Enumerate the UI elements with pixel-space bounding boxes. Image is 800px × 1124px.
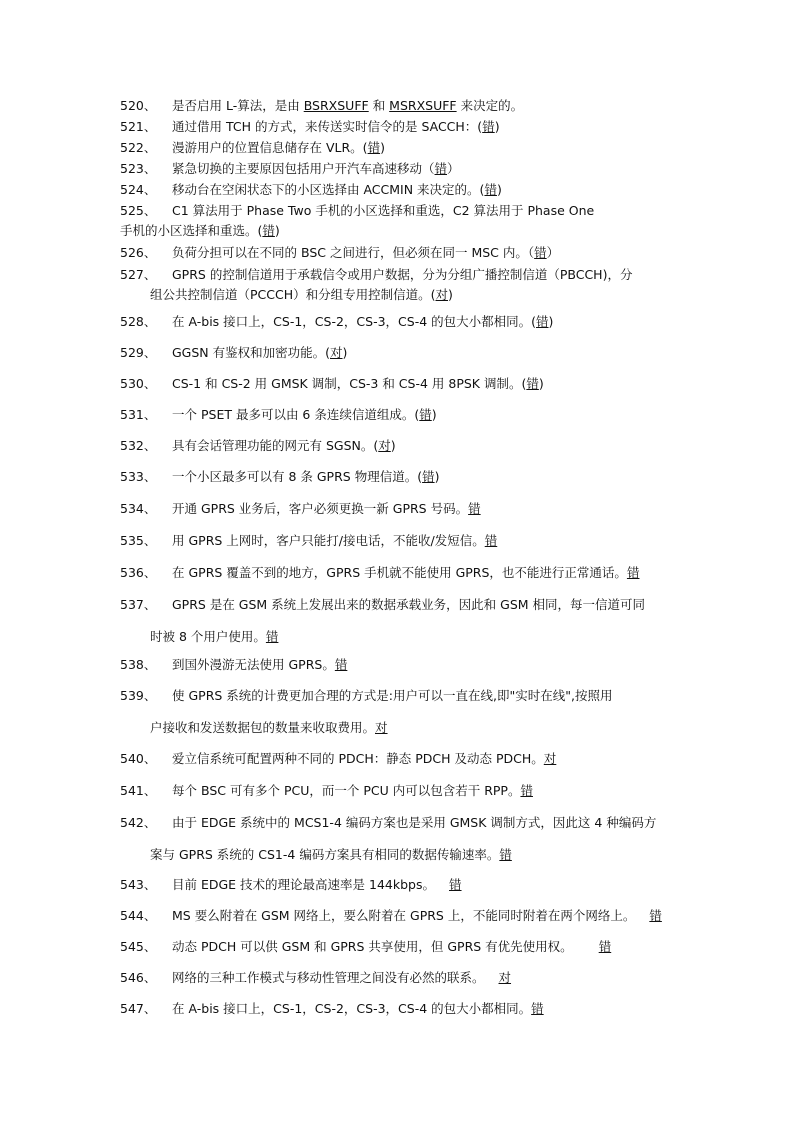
question-text: 一个 PSET 最多可以由 6 条连续信道组成。(错) (172, 407, 437, 422)
question-number: 528、 (120, 314, 157, 329)
answer-mark: 对 (435, 287, 449, 302)
question-text: 在 A-bis 接口上，CS-1，CS-2，CS-3，CS-4 的包大小都相同。(错) (172, 314, 554, 329)
question-text: CS-1 和 CS-2 用 GMSK 调制，CS-3 和 CS-4 用 8PSK 调制。(错) (172, 376, 544, 391)
answer-mark: 错 (434, 161, 448, 176)
question-number: 546、 (120, 970, 157, 985)
question-item (120, 595, 690, 647)
answer-mark: 错 (520, 783, 533, 798)
question-text: 网络的三种工作模式与移动性管理之间没有必然的联系。 对 (172, 970, 512, 985)
question-number: 521、 (120, 119, 157, 134)
question-number: 535、 (120, 533, 157, 548)
question-text-continued: 手机的小区选择和重选。(错) (120, 223, 280, 238)
question-text: 是否启用 L-算法，是由 BSRXSUFF 和 MSRXSUFF 来决定的。 (172, 98, 524, 113)
question-text: 由于 EDGE 系统中的 MCS1-4 编码方案也是采用 GMSK 调制方式，因此这 4 种编码方 (172, 815, 657, 830)
answer-mark: 错 (484, 182, 497, 197)
question-text: 使 GPRS 系统的计费更加合理的方式是:用户可以一直在线,即"实时在线",按照用 (172, 688, 613, 703)
answer-mark: 错 (482, 119, 495, 134)
question-text: C1 算法用于 Phase Two 手机的小区选择和重选，C2 算法用于 Phase One (172, 203, 595, 218)
question-text: 通过借用 TCH 的方式，来传送实时信令的是 SACCH：(错) (172, 119, 500, 134)
question-text: 移动台在空闲状态下的小区选择由 ACCMIN 来决定的。(错) (172, 182, 502, 197)
answer-mark: 错 (449, 877, 462, 892)
question-number: 530、 (120, 376, 157, 391)
question-text: 爱立信系统可配置两种不同的 PDCH：静态 PDCH 及动态 PDCH。对 (172, 751, 557, 766)
answer-mark: 错 (468, 501, 481, 516)
question-text: 在 A-bis 接口上，CS-1，CS-2，CS-3，CS-4 的包大小都相同。错 (172, 1001, 544, 1016)
answer-mark: 错 (626, 565, 640, 580)
answer-mark: 错 (419, 407, 432, 422)
question-text: 一个小区最多可以有 8 条 GPRS 物理信道。(错) (172, 469, 440, 484)
question-number: 539、 (120, 688, 157, 703)
answer-mark: 对 (330, 345, 343, 360)
question-text: 在 GPRS 覆盖不到的地方，GPRS 手机就不能使用 GPRS，也不能进行正常通话。错 (172, 565, 640, 580)
answer-mark: 错 (484, 533, 498, 548)
question-text: 到国外漫游无法使用 GPRS。错 (172, 657, 348, 672)
question-text: 紧急切换的主要原因包括用户开汽车高速移动（错） (172, 161, 460, 176)
question-number: 533、 (120, 469, 157, 484)
question-number: 523、 (120, 161, 157, 176)
question-number: 534、 (120, 501, 157, 516)
question-text: 漫游用户的位置信息储存在 VLR。(错) (172, 140, 385, 155)
question-number: 527、 (120, 267, 157, 282)
question-text: MS 要么附着在 GSM 网络上，要么附着在 GPRS 上，不能同时附着在两个网络上。 错 (172, 908, 662, 923)
question-text: 负荷分担可以在不同的 BSC 之间进行，但必须在同一 MSC 内。（错） (172, 245, 560, 260)
question-text-continued: 案与 GPRS 系统的 CS1-4 编码方案具有相同的数据传输速率。错 (150, 847, 512, 862)
answer-mark: 错 (367, 140, 381, 155)
question-number: 520、 (120, 98, 157, 113)
question-number: 544、 (120, 908, 157, 923)
question-item (120, 265, 690, 307)
question-number: 543、 (120, 877, 157, 892)
question-item (120, 686, 690, 738)
question-text: 动态 PDCH 可以供 GSM 和 GPRS 共享使用，但 GPRS 有优先使用权。 错 (172, 939, 612, 954)
answer-mark: 错 (526, 376, 539, 391)
answer-mark: 错 (265, 629, 279, 644)
question-text: 具有会话管理功能的网元有 SGSN。(对) (172, 438, 396, 453)
question-number: 526、 (120, 245, 157, 260)
underlined-term: MSRXSUFF (389, 98, 457, 113)
question-number: 531、 (120, 407, 157, 422)
answer-mark: 错 (531, 1001, 544, 1016)
answer-mark: 错 (536, 314, 549, 329)
question-item (120, 201, 690, 243)
answer-mark: 错 (262, 223, 275, 238)
underlined-term: BSRXSUFF (303, 98, 369, 113)
question-number: 525、 (120, 203, 157, 218)
question-text: GPRS 是在 GSM 系统上发展出来的数据承载业务，因此和 GSM 相同，每一信道可同 (172, 597, 646, 612)
answer-mark: 错 (499, 847, 512, 862)
question-number: 545、 (120, 939, 157, 954)
question-text: GGSN 有鉴权和加密功能。(对) (172, 345, 348, 360)
question-text-continued: 户接收和发送数据包的数量来收取费用。对 (150, 720, 388, 735)
answer-mark: 错 (334, 657, 348, 672)
question-text: 用 GPRS 上网时，客户只能打/接电话，不能收/发短信。错 (172, 533, 498, 548)
question-number: 537、 (120, 597, 157, 612)
question-text-continued: 时被 8 个用户使用。错 (150, 629, 279, 644)
answer-mark: 对 (375, 720, 388, 735)
question-number: 524、 (120, 182, 157, 197)
answer-mark: 错 (422, 469, 435, 484)
question-number: 522、 (120, 140, 157, 155)
question-item (120, 813, 690, 865)
question-text: 目前 EDGE 技术的理论最高速率是 144kbps。 错 (172, 877, 462, 892)
question-number: 538、 (120, 657, 157, 672)
question-number: 547、 (120, 1001, 157, 1016)
answer-mark: 对 (543, 751, 557, 766)
answer-mark: 错 (649, 908, 662, 923)
answer-mark: 错 (534, 245, 547, 260)
question-text: 开通 GPRS 业务后，客户必须更换一新 GPRS 号码。错 (172, 501, 481, 516)
question-text: 每个 BSC 可有多个 PCU，而一个 PCU 内可以包含若干 RPP。错 (172, 783, 533, 798)
answer-mark: 错 (598, 939, 612, 954)
question-text: GPRS 的控制信道用于承载信令或用户数据，分为分组广播控制信道（PBCCH)，分 (172, 267, 633, 282)
question-text-continued: 组公共控制信道（PCCCH）和分组专用控制信道。(对) (150, 287, 453, 302)
answer-mark: 对 (378, 438, 391, 453)
question-number: 536、 (120, 565, 157, 580)
question-number: 540、 (120, 751, 157, 766)
answer-mark: 对 (498, 970, 512, 985)
question-number: 529、 (120, 345, 157, 360)
question-number: 542、 (120, 815, 157, 830)
question-number: 541、 (120, 783, 157, 798)
question-number: 532、 (120, 438, 157, 453)
